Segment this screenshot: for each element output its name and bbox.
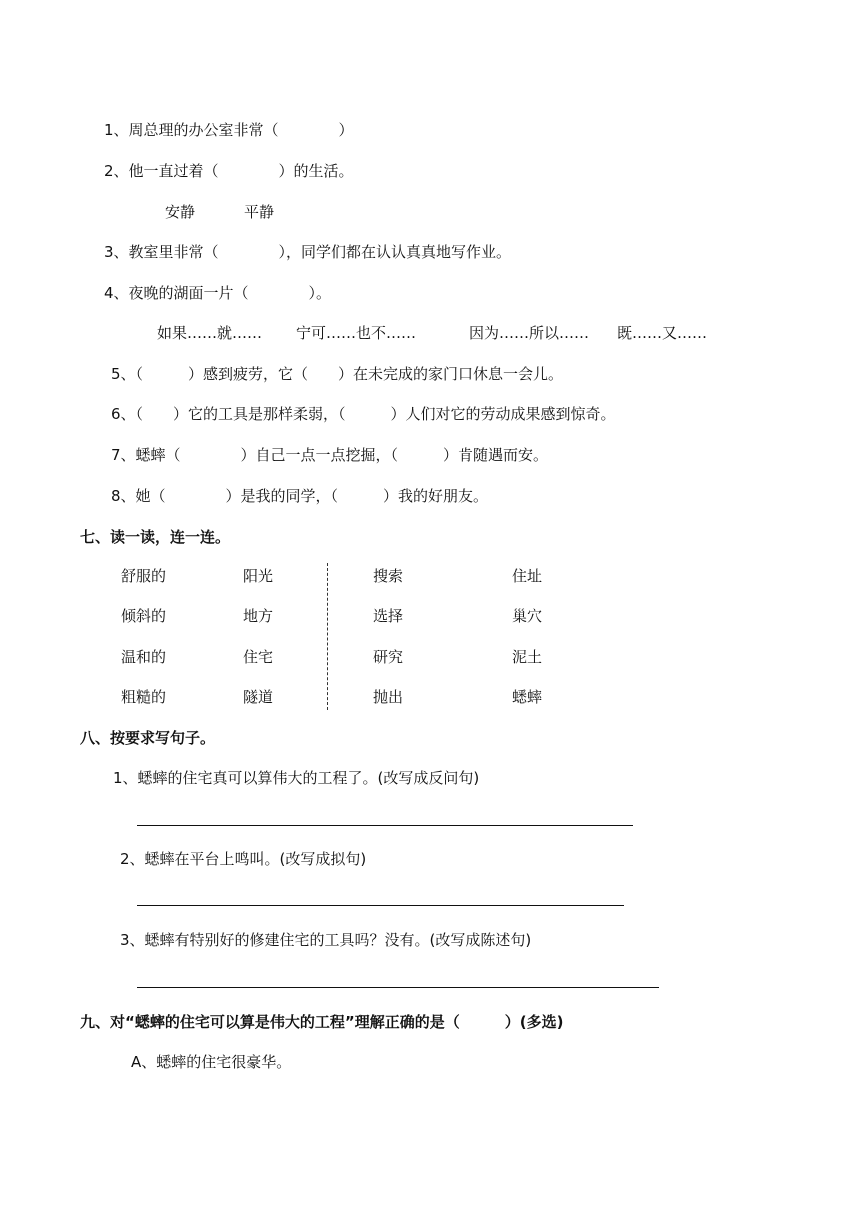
match-word: 抛出 [373, 688, 404, 706]
rewrite-item-3: 3、蟋蟀有特别好的修建住宅的工具吗？没有。(改写成陈述句) [120, 931, 532, 949]
match-word: 研究 [373, 648, 404, 666]
match-word: 舒服的 [121, 567, 167, 585]
match-word: 温和的 [121, 648, 167, 666]
rewrite-item-2: 2、蟋蟀在平台上鸣叫。(改写成拟句) [120, 850, 367, 868]
match-word: 巢穴 [512, 607, 543, 625]
conjunction-option-2: 宁可……也不…… [296, 324, 417, 342]
match-word: 选择 [373, 607, 404, 625]
answer-line [137, 905, 624, 906]
conjunction-item-8: 8、她（ ）是我的同学，（ ）我的好朋友。 [111, 487, 489, 505]
word-choice-pingjing: 平静 [244, 203, 275, 221]
option-a: A、蟋蟀的住宅很豪华。 [131, 1053, 292, 1071]
rewrite-item-1: 1、蟋蟀的住宅真可以算伟大的工程了。(改写成反问句) [113, 769, 480, 787]
match-word: 隧道 [243, 688, 274, 706]
section-7-title: 七、读一读，连一连。 [80, 528, 231, 546]
conjunction-item-5: 5、（ ）感到疲劳，它（ ）在未完成的家门口休息一会儿。 [111, 365, 564, 383]
fill-blank-3: 3、教室里非常（ ），同学们都在认认真真地写作业。 [104, 243, 512, 261]
fill-blank-4: 4、夜晚的湖面一片（ ）。 [104, 284, 332, 302]
match-word: 住址 [512, 567, 543, 585]
section-9-title: 九、对“蟋蟀的住宅可以算是伟大的工程”理解正确的是（ ）(多选) [80, 1013, 564, 1031]
match-word: 搜索 [373, 567, 404, 585]
dashed-divider [327, 563, 328, 710]
match-word: 住宅 [243, 648, 274, 666]
match-word: 倾斜的 [121, 607, 167, 625]
match-word: 蟋蟀 [512, 688, 543, 706]
section-8-title: 八、按要求写句子。 [80, 729, 216, 747]
conjunction-item-7: 7、蟋蟀（ ）自己一点一点挖掘，（ ）肯随遇而安。 [111, 446, 549, 464]
fill-blank-1: 1、周总理的办公室非常（ ） [104, 121, 354, 139]
match-word: 阳光 [243, 567, 274, 585]
answer-line [137, 987, 659, 988]
answer-line [137, 825, 633, 826]
conjunction-option-1: 如果……就…… [157, 324, 263, 342]
conjunction-option-3: 因为……所以…… [469, 324, 590, 342]
match-word: 粗糙的 [121, 688, 167, 706]
match-word: 泥土 [512, 648, 543, 666]
fill-blank-2: 2、他一直过着（ ）的生活。 [104, 162, 354, 180]
conjunction-item-6: 6、（ ）它的工具是那样柔弱，（ ）人们对它的劳动成果感到惊奇。 [111, 405, 616, 423]
conjunction-option-4: 既……又…… [617, 324, 708, 342]
word-choice-anjing: 安静 [165, 203, 196, 221]
match-word: 地方 [243, 607, 274, 625]
